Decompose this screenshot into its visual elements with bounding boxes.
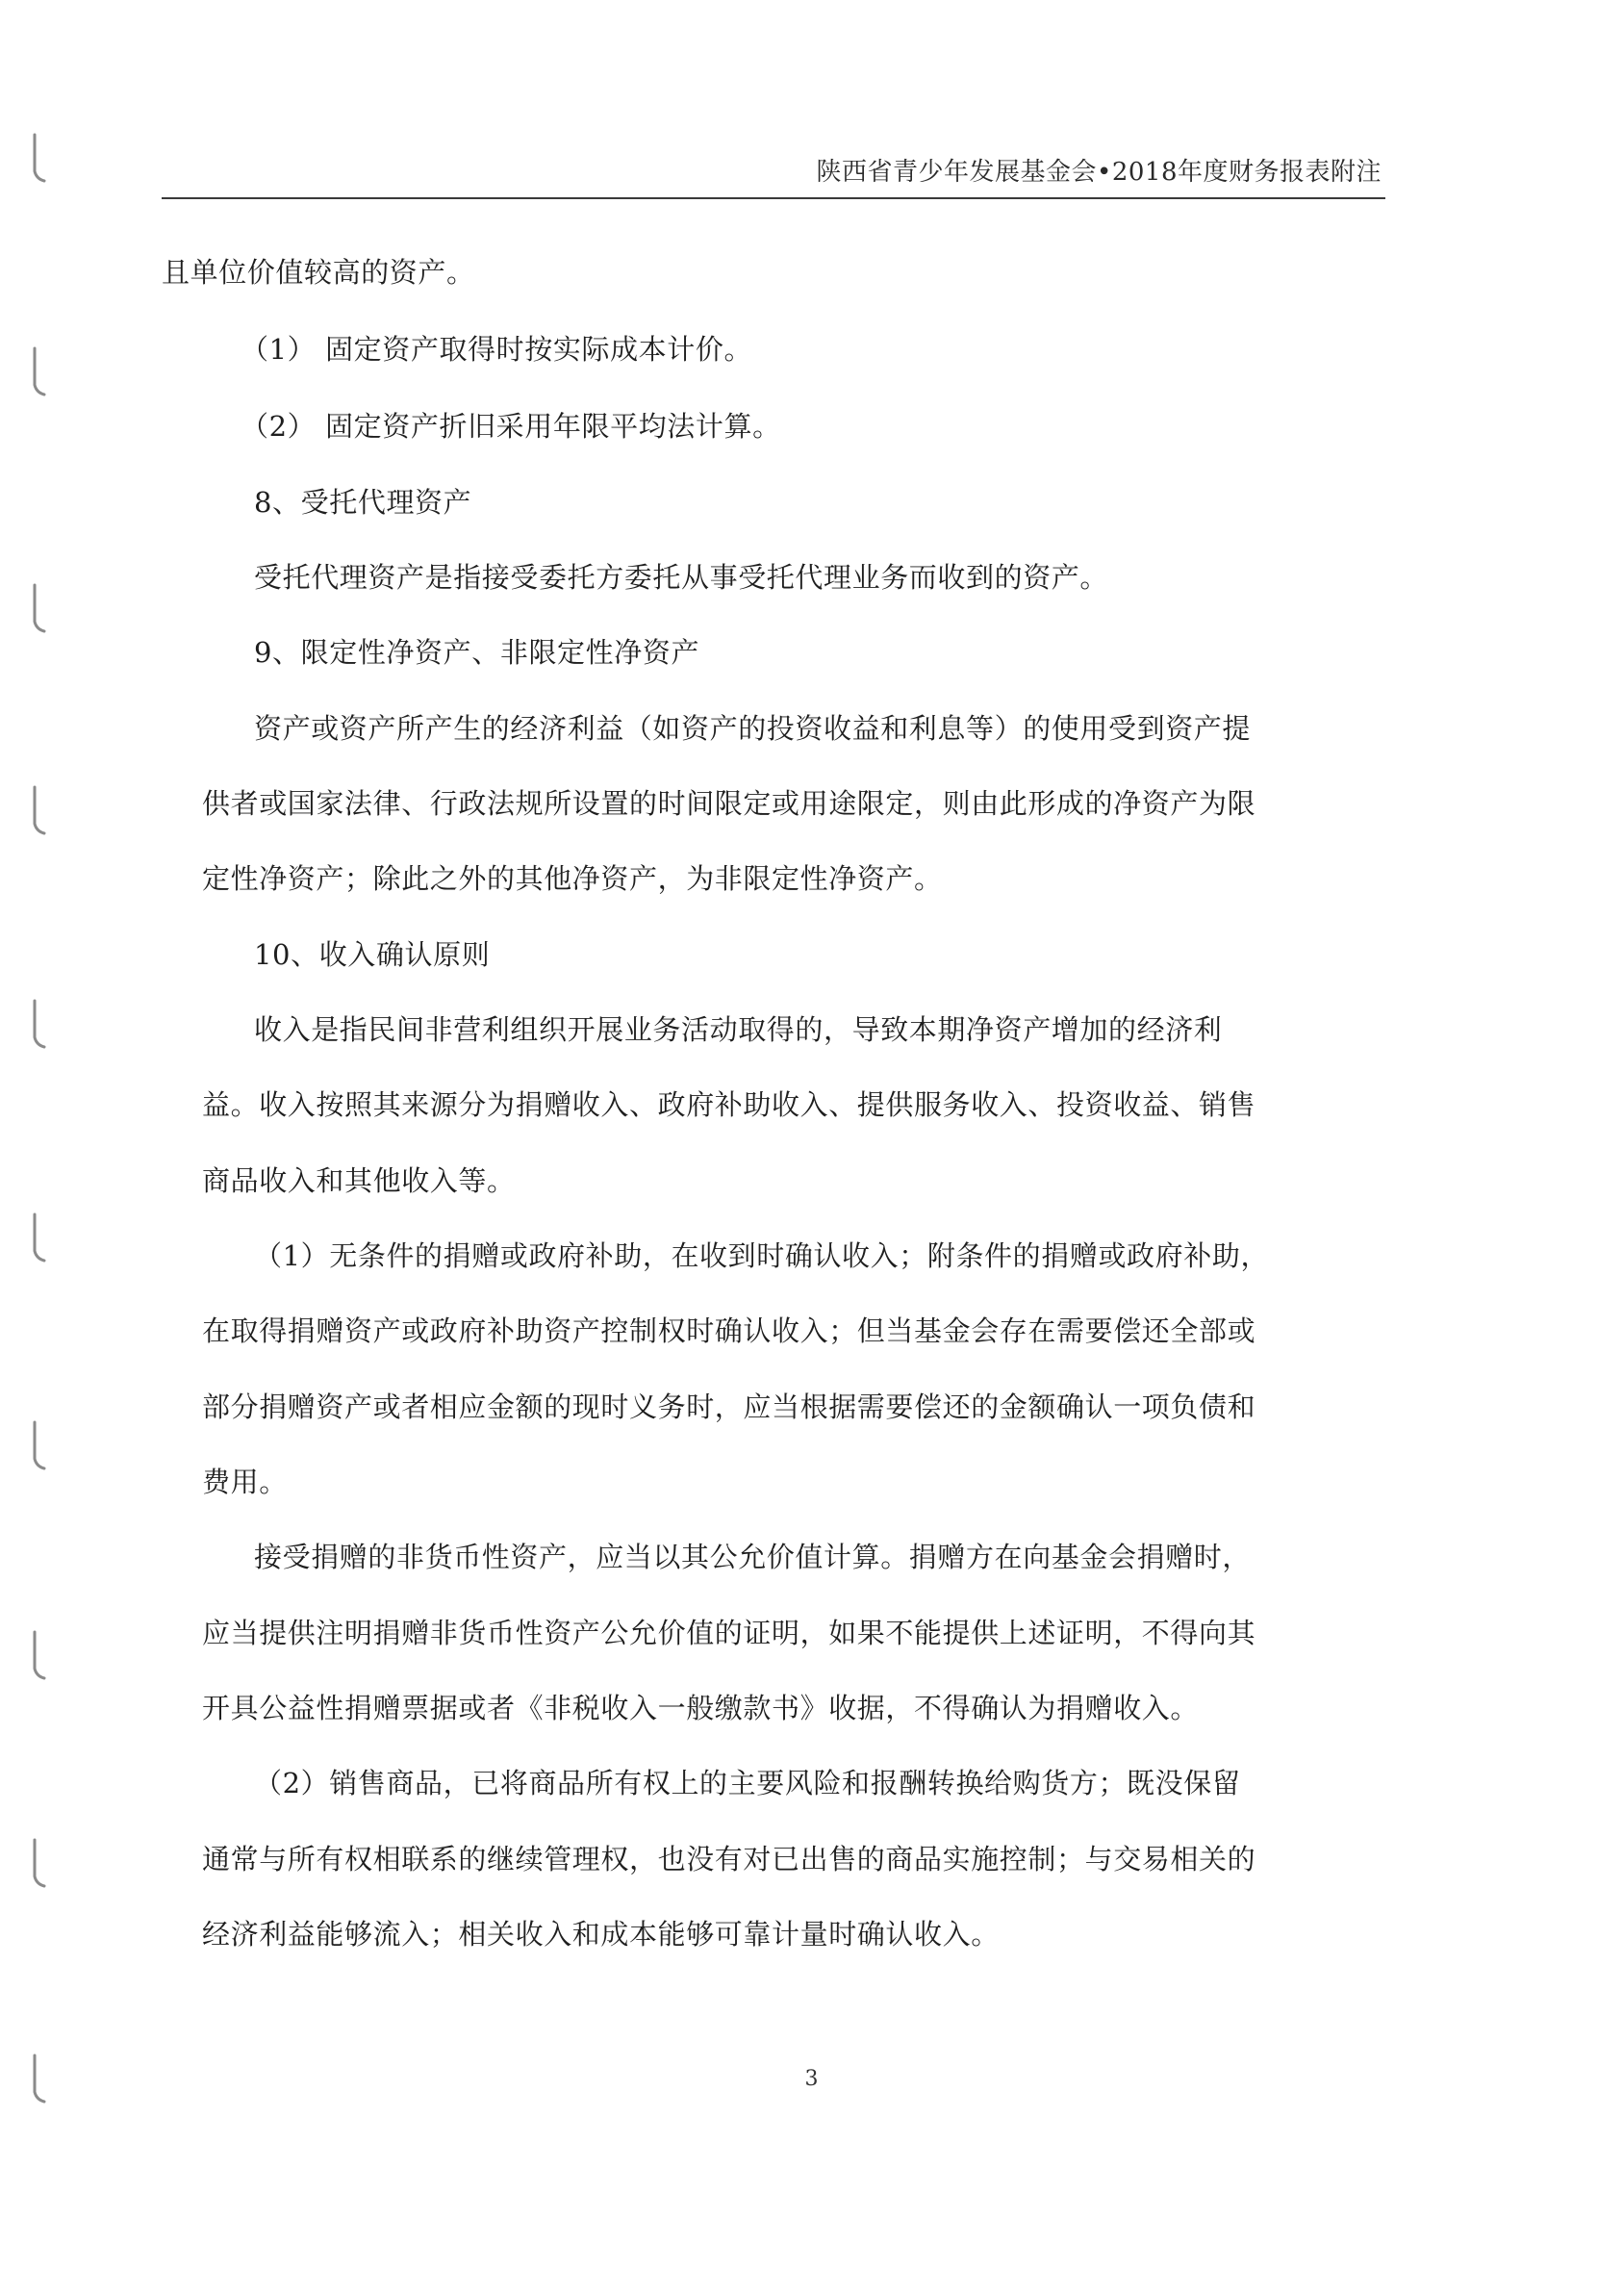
text-line: 部分捐赠资产或者相应金额的现时义务时，应当根据需要偿还的金额确认一项负债和 <box>202 1390 1256 1423</box>
section-heading: 9、限定性净资产、非限定性净资产 <box>254 636 700 669</box>
text-line: 受托代理资产是指接受委托方委托从事受托代理业务而收到的资产。 <box>254 561 1109 594</box>
text-line: 在取得捐赠资产或政府补助资产控制权时确认收入；但当基金会存在需要偿还全部或 <box>202 1314 1256 1347</box>
text-line: （1）无条件的捐赠或政府补助，在收到时确认收入；附条件的捐赠或政府补助， <box>254 1239 1270 1272</box>
text-line: 且单位价值较高的资产。 <box>162 256 475 289</box>
text-line: （2） 固定资产折旧采用年限平均法计算。 <box>241 410 781 443</box>
text-line: 通常与所有权相联系的继续管理权，也没有对已出售的商品实施控制；与交易相关的 <box>202 1843 1256 1875</box>
page-number: 3 <box>804 2067 819 2091</box>
text-line: 资产或资产所产生的经济利益（如资产的投资收益和利息等）的使用受到资产提 <box>254 712 1252 745</box>
text-line: 定性净资产；除此之外的其他净资产，为非限定性净资产。 <box>202 862 943 895</box>
text-line: （2）销售商品，已将商品所有权上的主要风险和报酬转换给购货方；既没保留 <box>254 1767 1241 1799</box>
text-line: 费用。 <box>202 1466 288 1498</box>
text-line: 应当提供注明捐赠非货币性资产公允价值的证明，如果不能提供上述证明，不得向其 <box>202 1617 1256 1649</box>
text-line: 供者或国家法律、行政法规所设置的时间限定或用途限定，则由此形成的净资产为限 <box>202 787 1256 820</box>
section-heading: 8、受托代理资产 <box>254 486 472 519</box>
text-line: 开具公益性捐赠票据或者《非税收入一般缴款书》收据，不得确认为捐赠收入。 <box>202 1692 1200 1724</box>
text-line: 收入是指民间非营利组织开展业务活动取得的，导致本期净资产增加的经济利 <box>254 1013 1223 1046</box>
text-line: 接受捐赠的非货币性资产，应当以其公允价值计算。捐赠方在向基金会捐赠时， <box>254 1541 1252 1573</box>
binding-marks <box>0 0 77 2296</box>
text-line: 益。收入按照其来源分为捐赠收入、政府补助收入、提供服务收入、投资收益、销售 <box>202 1088 1256 1121</box>
section-heading: 10、收入确认原则 <box>254 938 491 971</box>
text-line: 商品收入和其他收入等。 <box>202 1164 516 1197</box>
header-title: 陕西省青少年发展基金会•2018年度财务报表附注 <box>816 158 1382 187</box>
text-line: （1） 固定资产取得时按实际成本计价。 <box>241 333 753 366</box>
text-line: 经济利益能够流入；相关收入和成本能够可靠计量时确认收入。 <box>202 1918 1000 1951</box>
page-header <box>162 144 1385 199</box>
